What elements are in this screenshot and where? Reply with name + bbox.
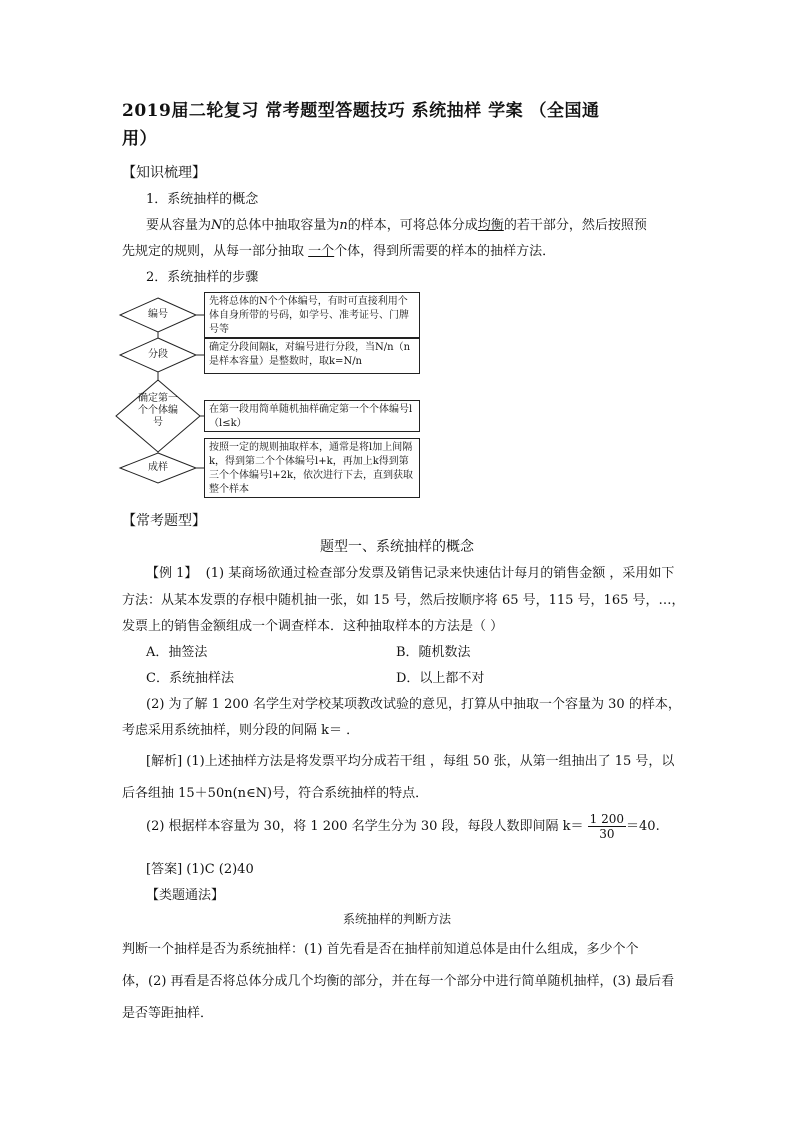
- text-span: 一个: [308, 244, 335, 259]
- fraction-numerator: 1 200: [589, 812, 625, 826]
- text-span: N: [211, 218, 223, 233]
- text-span: 的样本，可将总体分成: [347, 218, 478, 233]
- document-title-line1: 2019届二轮复习 常考题型答题技巧 系统抽样 学案 （全国通: [122, 101, 600, 121]
- fraction-denominator: 30: [599, 827, 615, 841]
- flowchart-label-3: 确定第一个个体编号: [138, 393, 178, 428]
- similar-heading: 【类题通法】: [146, 888, 225, 903]
- flowchart-label-1: 编号: [148, 309, 168, 320]
- flowchart-shapes: [0, 0, 794, 510]
- flowchart-box-3: 在第一段用简单随机抽样确定第一个个体编号l（l≤k）: [204, 400, 420, 432]
- text-span: 个体，得到所需要的样本的抽样方法．: [334, 244, 556, 259]
- method-line1: 判断一个抽样是否为系统抽样：(1) 首先看是否在抽样前知道总体是由什么组成，多少个个: [122, 942, 639, 957]
- flowchart-box-1: 先将总体的N个个体编号，有时可直接利用个体自身所带的号码，如学号、准考证号、门牌号等: [204, 292, 420, 338]
- option-d: D．以上都不对: [396, 671, 485, 686]
- example-label: 【例 1】: [146, 566, 198, 581]
- analysis-line1: [解析] (1)上述抽样方法是将发票平均分成若干组 ，每组 50 张，从第一组抽出了 15 号，以: [146, 754, 675, 769]
- text-span: 先规定的规则，从每一部分抽取: [122, 244, 305, 259]
- method-title: 系统抽样的判断方法: [342, 912, 451, 926]
- text-span: 的若干部分，然后按照预: [503, 218, 647, 233]
- flowchart-label-4: 成样: [148, 462, 168, 473]
- option-a: A．抽签法: [146, 645, 208, 660]
- example1-line2: 方法：从某本发票的存根中随机抽一张，如 15 号，然后按顺序将 65 号，115 号，165 号，…，: [122, 593, 685, 608]
- flowchart-box-4: 按照一定的规则抽取样本，通常是将l加上间隔k，得到第二个个体编号l+k，再加上k得到第三个个体编号l+2k，依次进行下去，直到获取整个样本: [204, 438, 420, 498]
- example1-part2-line2: 考虑采用系统抽样，则分段的间隔 k＝ ．: [122, 723, 360, 738]
- text-span: 要从容量为: [146, 218, 212, 233]
- fraction: [588, 812, 626, 841]
- section-heading-types: 【常考题型】: [122, 513, 206, 529]
- example1-part2-line1: (2) 为了解 1 200 名学生对学校某项教改试验的意见，打算从中抽取一个容量为 30 的样本，: [146, 697, 681, 712]
- item1-heading: 1．系统抽样的概念: [146, 192, 259, 207]
- option-b: B．随机数法: [396, 645, 471, 660]
- method-line2: 体，(2) 再看是否将总体分成几个均衡的部分，并在每一个部分中进行简单随机抽样，(3) 最后看: [122, 974, 675, 989]
- text-span: n: [339, 218, 348, 233]
- text-span: 的总体中抽取容量为: [222, 218, 340, 233]
- example1-line3: 发票上的销售金额组成一个调查样本．这种抽取样本的方法是（ ）: [122, 619, 504, 634]
- text-span: (1) 某商场欲通过检查部分发票及销售记录来快速估计每月的销售金额 ，采用如下: [205, 566, 675, 581]
- section-heading-knowledge: 【知识梳理】: [122, 165, 206, 181]
- method-line3: 是否等距抽样．: [122, 1006, 214, 1021]
- flowchart-label-2: 分段: [148, 349, 168, 360]
- text-span: ＝40.: [626, 819, 660, 834]
- analysis-line2: 后各组抽 15＋50n(n∈N)号，符合系统抽样的特点．: [122, 786, 429, 801]
- document-title-line2: 用）: [122, 129, 157, 149]
- example1-line1: [146, 562, 674, 581]
- analysis-line3: [146, 812, 660, 841]
- item2-heading: 2．系统抽样的步骤: [146, 270, 259, 285]
- option-c: C．系统抽样法: [146, 671, 234, 686]
- answer-line: [答案] (1)C (2)40: [146, 862, 254, 877]
- text-span: (2) 根据样本容量为 30，将 1 200 名学生分为 30 段，每段人数即间隔 k＝: [146, 819, 584, 834]
- text-span: 均衡: [477, 218, 504, 233]
- flowchart-box-2: 确定分段间隔k，对编号进行分段，当N/n（n是样本容量）是整数时，取k=N/n: [204, 338, 420, 374]
- type1-title: 题型一、系统抽样的概念: [320, 539, 474, 555]
